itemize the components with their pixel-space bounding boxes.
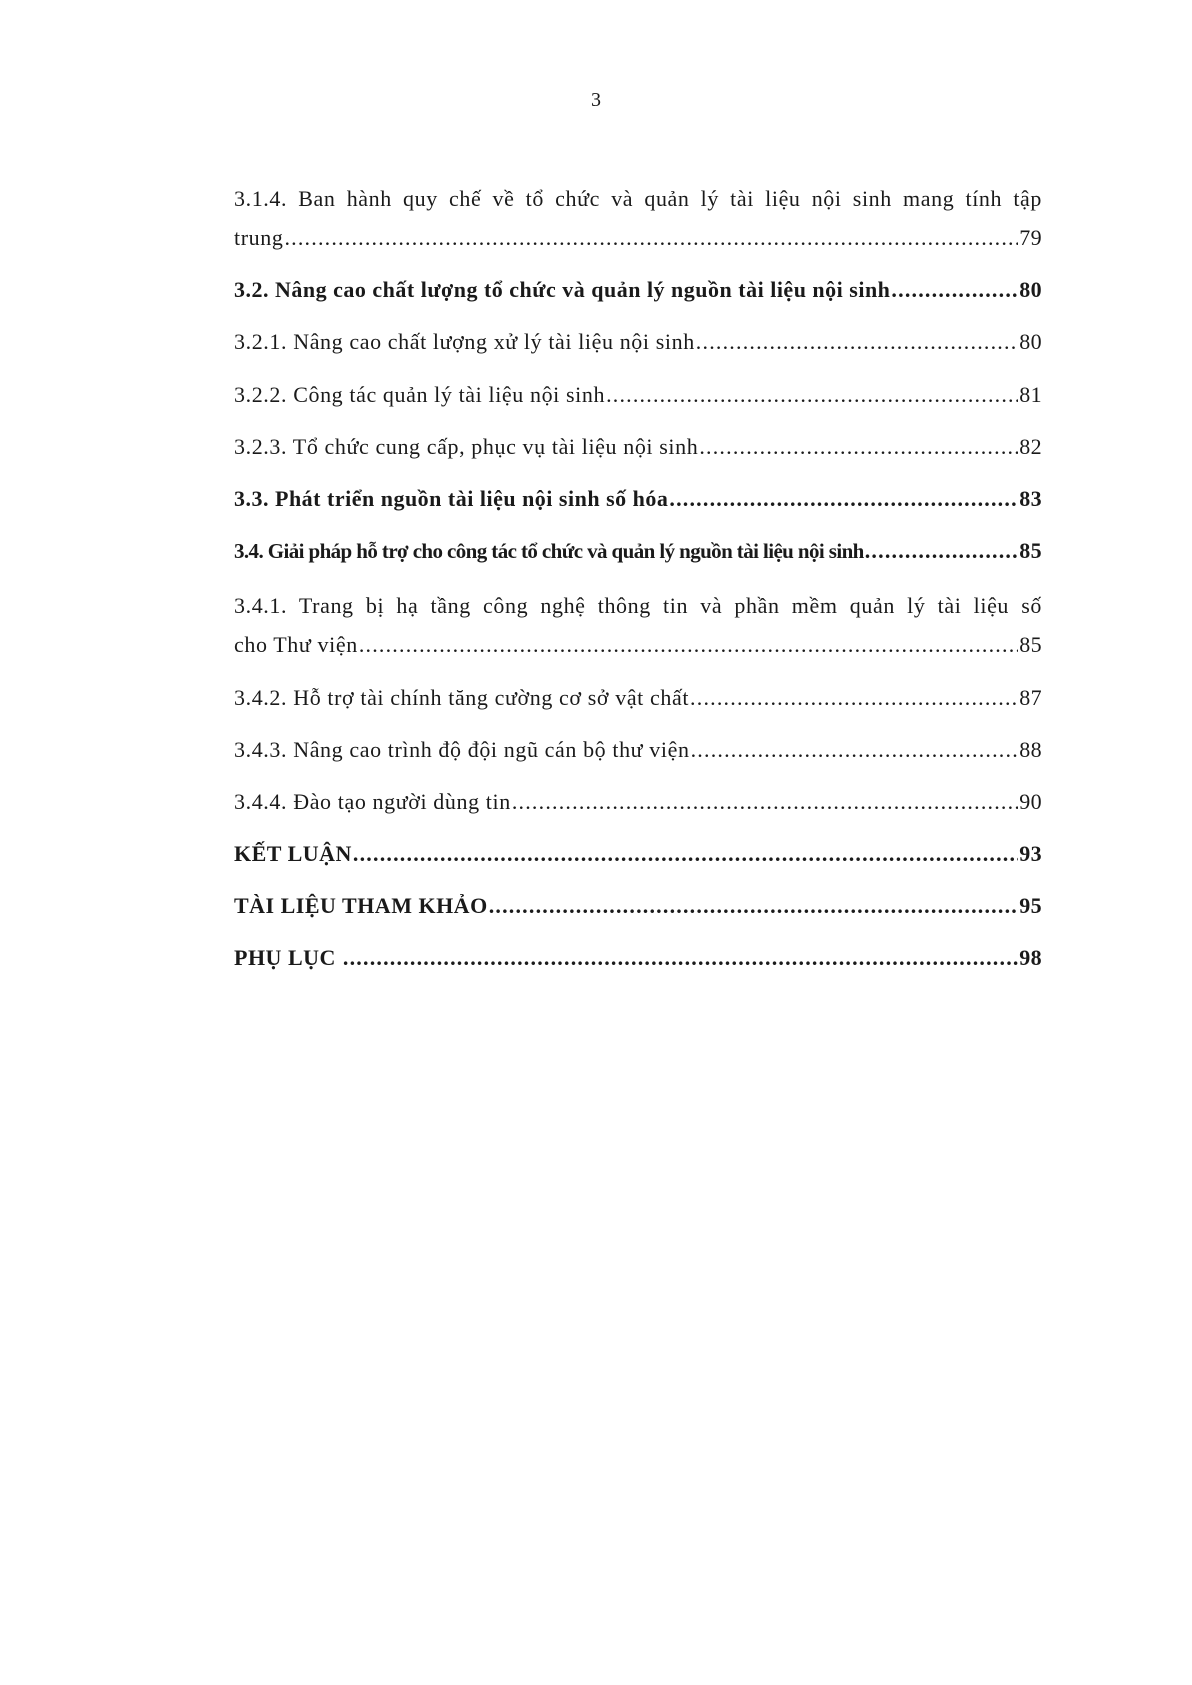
toc-entry-page: 82 [1019,433,1042,459]
dot-leader [696,324,1018,360]
toc-entry-page: 80 [1019,329,1042,355]
toc-entry-3-2-3[interactable] [234,429,1042,481]
toc-entry-page: 88 [1019,736,1042,762]
toc-entry-title: PHỤ LỤC [234,945,342,971]
toc-entry-title: trung [234,225,284,250]
toc-entry-3-2-2[interactable] [234,377,1042,429]
toc-entry-3-1-4[interactable] [234,178,1042,272]
toc-entry-title: 3.4. Giải pháp hỗ trợ cho công tác tổ chức và quản lý nguồn tài liệu nội sinh [234,539,864,564]
dot-leader [691,732,1019,768]
dot-leader [891,272,1018,308]
toc-entry-page: 85 [1019,538,1042,564]
toc-entry-3-4-2[interactable] [234,680,1042,732]
toc-entry-3-2-1[interactable] [234,324,1042,376]
toc-entry-row [234,627,1042,679]
toc-entry-page: 87 [1019,684,1042,710]
toc-entry-title: 3.2.3. Tổ chức cung cấp, phục vụ tài liệu nội sinh [234,433,699,459]
table-of-contents [234,178,1042,993]
toc-entry-3-4[interactable] [234,533,1042,585]
toc-entry-title: TÀI LIỆU THAM KHẢO [234,893,488,919]
toc-entry-tai-lieu-tham-khao[interactable] [234,888,1042,940]
dot-leader [669,481,1018,517]
dot-leader [284,220,1018,256]
toc-entry-page: 83 [1019,485,1042,511]
toc-entry-page: 85 [1019,632,1042,658]
toc-entry-page: 90 [1019,788,1042,814]
dot-leader [699,429,1018,465]
toc-entry-title: 3.4.3. Nâng cao trình độ đội ngũ cán bộ thư viện [234,736,690,762]
toc-entry-title: 3.4.2. Hỗ trợ tài chính tăng cường cơ sở vật chất [234,684,690,710]
dot-leader [512,784,1018,820]
toc-entry-phu-luc[interactable] [234,940,1042,992]
dot-leader [606,377,1018,413]
toc-entry-page: 80 [1019,277,1042,303]
dot-leader [489,888,1019,924]
toc-entry-title: 3.2. Nâng cao chất lượng tổ chức và quản lý nguồn tài liệu nội sinh [234,277,891,303]
toc-entry-page: 79 [1019,225,1042,250]
toc-entry-title: 3.2.2. Công tác quản lý tài liệu nội sinh [234,381,606,407]
toc-entry-3-4-3[interactable] [234,732,1042,784]
toc-entry-title-line1: 3.1.4. Ban hành quy chế về tổ chức và quản lý tài liệu nội sinh mang tính tập [234,186,1042,211]
toc-entry-page: 98 [1019,945,1042,971]
toc-entry-3-3[interactable] [234,481,1042,533]
toc-entry-title: 3.3. Phát triển nguồn tài liệu nội sinh số hóa [234,485,669,511]
toc-entry-row [234,220,1042,272]
toc-entry-page: 81 [1019,381,1042,407]
toc-entry-page: 93 [1019,841,1042,867]
page-number: 3 [591,89,601,111]
dot-leader [359,627,1018,663]
dot-leader [690,680,1018,716]
toc-entry-title: 3.4.4. Đào tạo người dùng tin [234,788,511,814]
toc-entry-3-2[interactable] [234,272,1042,324]
toc-entry-title: 3.2.1. Nâng cao chất lượng xử lý tài liệu nội sinh [234,329,695,355]
dot-leader [865,533,1018,569]
toc-entry-title: KẾT LUẬN [234,841,352,867]
toc-entry-3-4-4[interactable] [234,784,1042,836]
toc-entry-3-4-1[interactable] [234,585,1042,679]
toc-entry-title: cho Thư viện [234,632,358,658]
dot-leader [353,836,1018,872]
toc-entry-title-line1: 3.4.1. Trang bị hạ tầng công nghệ thông tin và phần mềm quản lý tài liệu số [234,593,1042,619]
toc-entry-ket-luan[interactable] [234,836,1042,888]
dot-leader [343,940,1018,976]
toc-entry-page: 95 [1019,893,1042,919]
